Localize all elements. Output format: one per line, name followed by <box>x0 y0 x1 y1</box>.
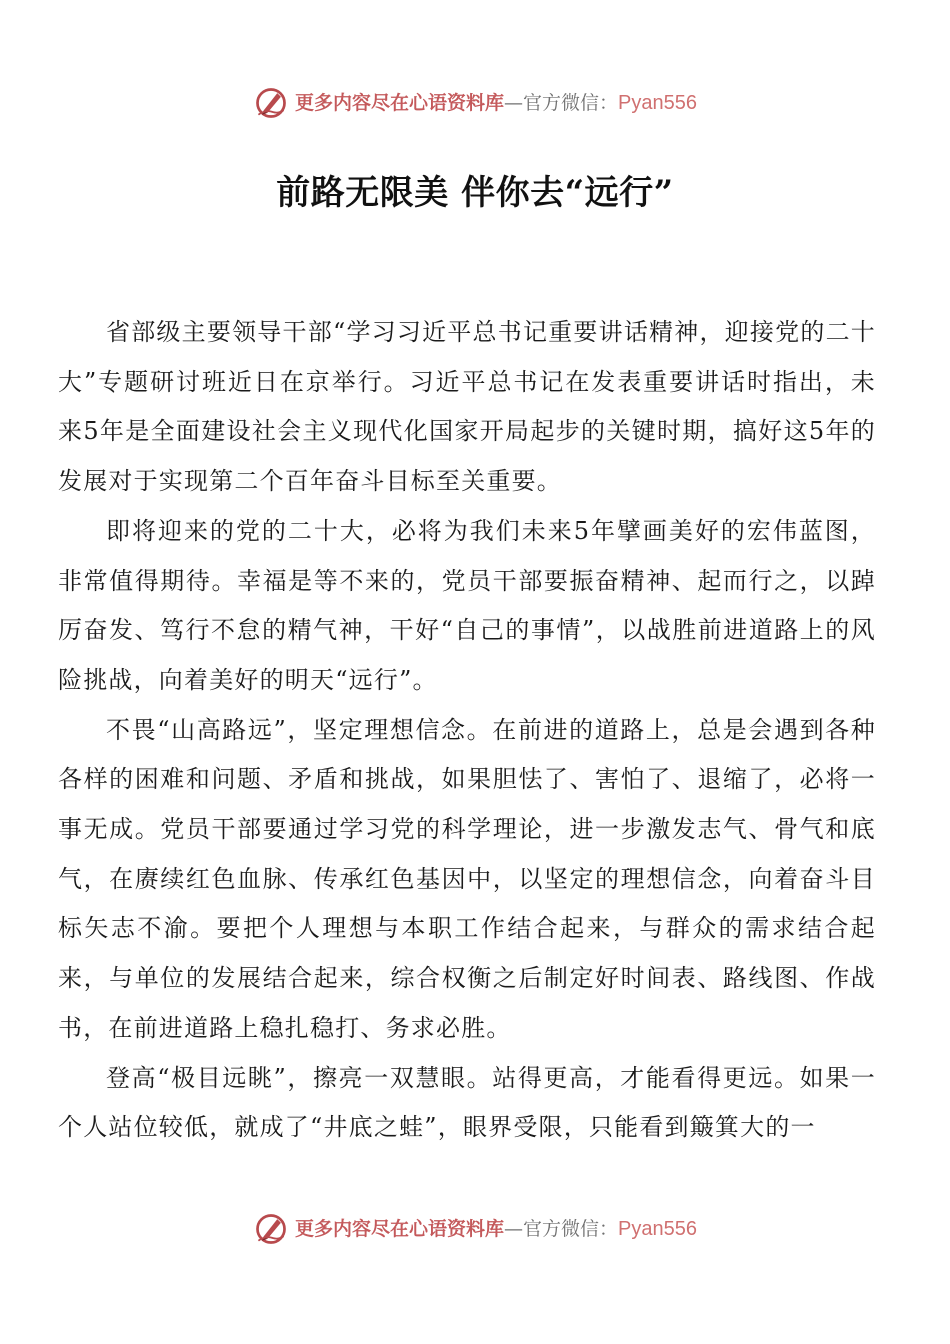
pen-logo-icon <box>253 1211 289 1247</box>
banner-wechat-id: Pyan556 <box>618 92 697 114</box>
paragraph-2: 即将迎来的党的二十大，必将为我们未来5年擘画美好的宏伟蓝图，非常值得期待。幸福是等不来的，党员干部要振奋精神、起而行之，以踔厉奋发、笃行不怠的精气神，干好“自己的事情”，以战胜前进道路上的风险挑战，向着美好的明天“远行”。 <box>58 516 876 694</box>
paragraph-1: 省部级主要领导干部“学习习近平总书记重要讲话精神，迎接党的二十大”专题研讨班近日在京举行。习近平总书记在发表重要讲话时指出，未来5年是全面建设社会主义现代化国家开局起步的关键时期，搞好这5年的发展对于实现第二个百年奋斗目标至关重要。 <box>58 318 876 496</box>
paragraph-3: 不畏“山高路远”，坚定理想信念。在前进的道路上，总是会遇到各种各样的困难和问题、矛盾和挑战，如果胆怯了、害怕了、退缩了，必将一事无成。党员干部要通过学习党的科学理论，进一步激发志气、骨气和底气，在赓续红色血脉、传承红色基因中，以坚定的理想信念，向着奋斗目标矢志不渝。要把个人理想与本职工作结合起来，与群众的需求结合起来，与单位的发展结合起来，综合权衡之后制定好时间表、路线图、作战书，在前进道路上稳扎稳打、务求必胜。 <box>58 715 876 1042</box>
footer-watermark-banner <box>0 1209 950 1249</box>
banner-site-text: 更多内容尽在心语资料库 <box>295 92 505 114</box>
document-body <box>58 308 876 1153</box>
banner-wechat-label: —官方微信： <box>504 92 619 114</box>
header-watermark-banner <box>0 83 950 123</box>
banner-wechat-id: Pyan556 <box>618 1218 697 1240</box>
document-title: 前路无限美 伴你去“远行” <box>276 173 674 213</box>
paragraph-4: 登高“极目远眺”，擦亮一双慧眼。站得更高，才能看得更远。如果一个人站位较低，就成了“井底之蛙”，眼界受限，只能看到簸箕大的一 <box>58 1063 876 1142</box>
pen-logo-icon <box>253 85 289 121</box>
banner-wechat-label: —官方微信： <box>504 1218 619 1240</box>
banner-site-text: 更多内容尽在心语资料库 <box>295 1218 505 1240</box>
